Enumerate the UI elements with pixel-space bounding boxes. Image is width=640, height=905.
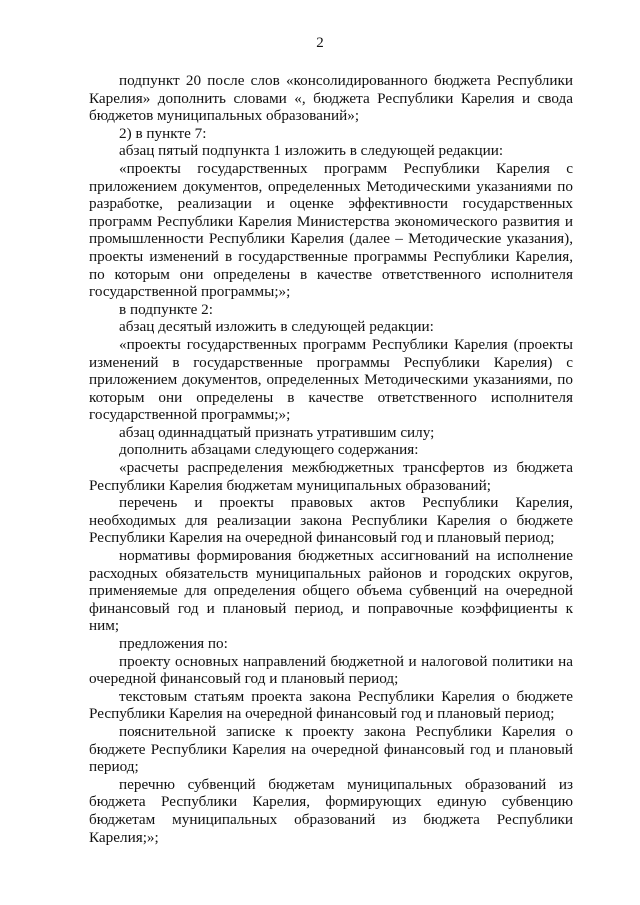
paragraph: проекту основных направлений бюджетной и налоговой политики на очередной финансовый год и плановый период; <box>89 652 573 688</box>
paragraph: предложения по: <box>119 635 228 652</box>
paragraph: 2) в пункте 7: <box>119 124 207 142</box>
paragraph: пояснительной записке к проекту закона Республики Карелия о бюджете Республики Карелия на очередной финансовый год и плановый период; <box>89 722 573 776</box>
paragraph: абзац пятый подпункта 1 изложить в следующей редакции: <box>119 142 504 160</box>
page-number: 2 <box>316 35 324 51</box>
paragraph: подпункт 20 после слов «консолидированного бюджета Республики Карелия» дополнить словами «, бюджета Республики Карелия и свода бюджетов муниципальных образований»; <box>89 72 573 125</box>
document-body <box>89 72 573 846</box>
paragraph: «проекты государственных программ Республики Карелия с приложением документов, определенных Методическими указаниями по разработке, реализации и оценке эффективности государственных программ Республики Карелия Министерства экономического развития и промышленности Республики Карелия (далее – Методические указания), проекты изменений в государственные программы Республики Карелия, по которым они определены в качестве ответственного исполнителя государственной программы;»; <box>89 159 573 301</box>
paragraph: дополнить абзацами следующего содержания: <box>119 441 419 459</box>
paragraph: текстовым статьям проекта закона Республики Карелия о бюджете Республики Карелия на очередной финансовый год и плановый период; <box>89 687 573 723</box>
paragraph: «расчеты распределения межбюджетных трансфертов из бюджета Республики Карелия бюджетам муниципальных образований; <box>89 459 573 494</box>
paragraph: нормативы формирования бюджетных ассигнований на исполнение расходных обязательств муниципальных районов и городских округов, применяемые для определения общего объема субвенций на очередной финансовый год и плановый период, и поправочные коэффициенты к ним; <box>89 547 573 635</box>
paragraph: в подпункте 2: <box>119 300 213 318</box>
paragraph: абзац десятый изложить в следующей редакции: <box>119 318 434 336</box>
paragraph: абзац одиннадцатый признать утратившим силу; <box>119 423 435 441</box>
paragraph: «проекты государственных программ Республики Карелия (проекты изменений в государственные программы Республики Карелия) с приложением документов, определенных Методическими указаниями, по которым они определены в качестве ответственного исполнителя государственной программы;»; <box>89 335 573 424</box>
paragraph: перечень и проекты правовых актов Республики Карелия, необходимых для реализации закона Республики Карелия о бюджете Республики Карелия на очередной финансовый год и плановый период; <box>89 494 573 547</box>
paragraph: перечню субвенций бюджетам муниципальных образований из бюджета Республики Карелия, формирующих единую субвенцию бюджетам муниципальных образований из бюджета Республики Карелия;»; <box>89 775 573 846</box>
